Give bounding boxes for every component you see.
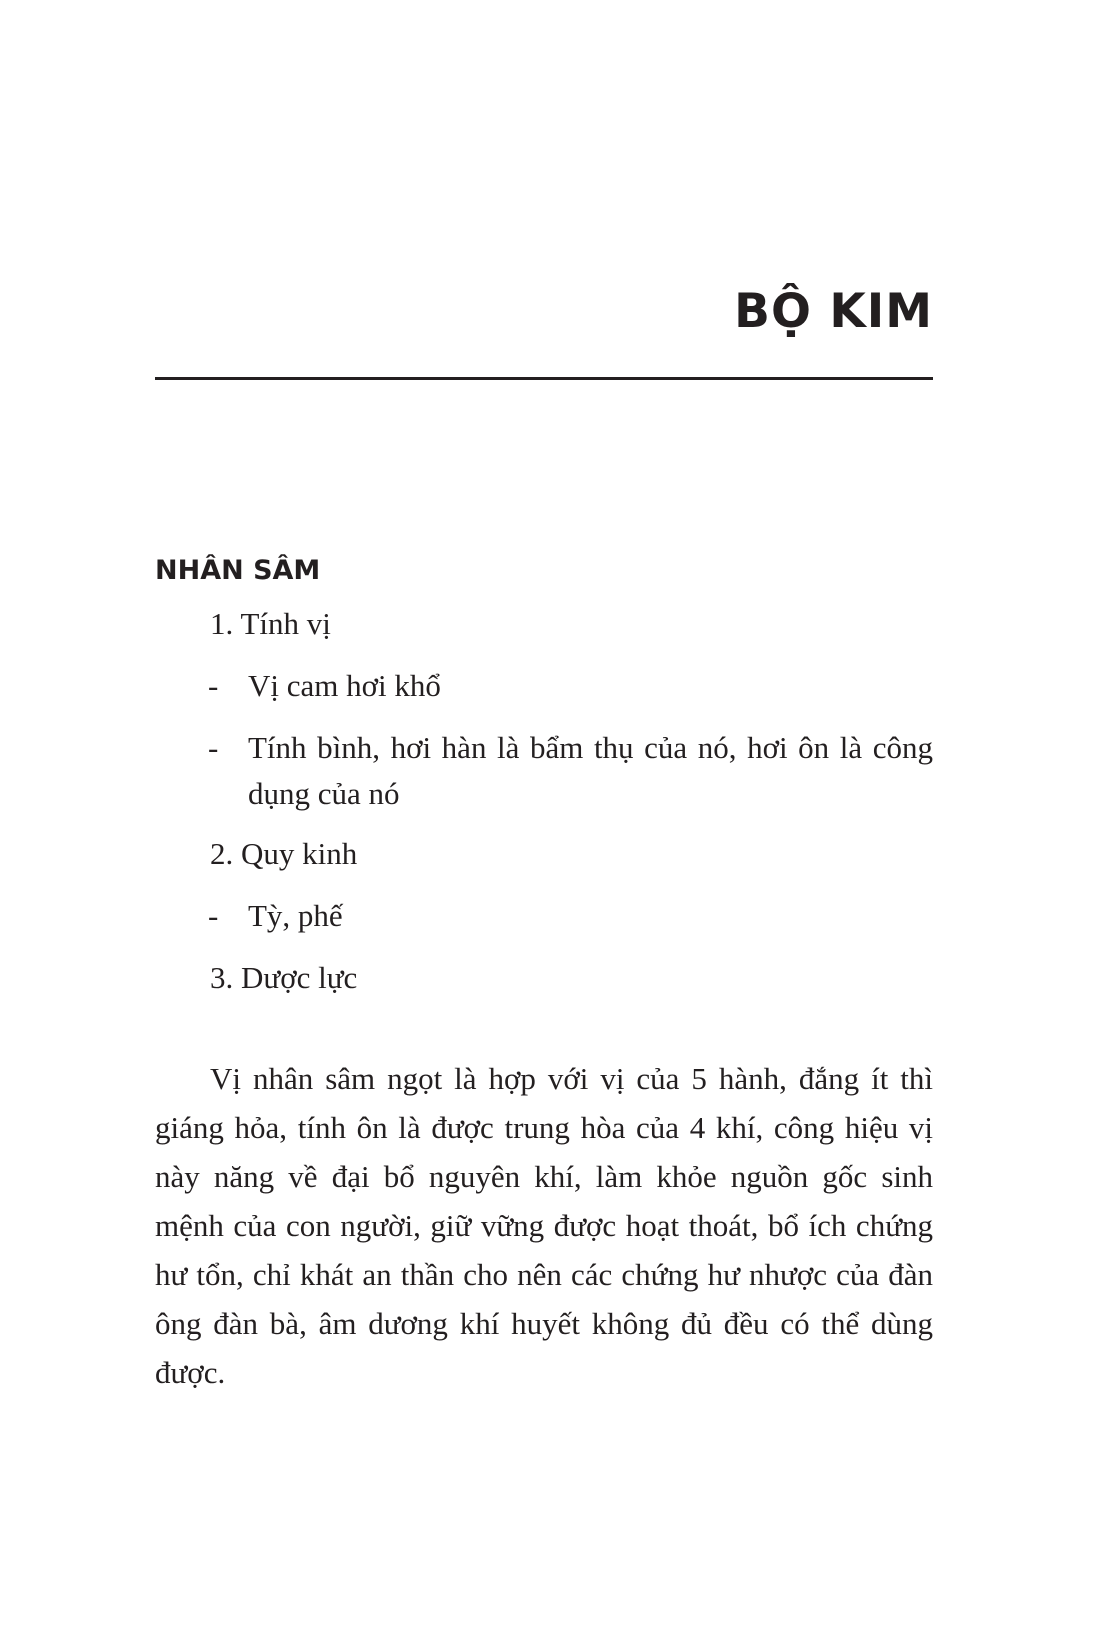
bullet-item [208,725,933,817]
bullet-dash: - [208,730,219,765]
bullet-item [208,663,933,709]
section-heading: NHÂN SÂM [155,555,321,586]
bullet-item [208,893,933,939]
bullet-dash: - [208,668,219,703]
bullet-dash: - [208,898,219,933]
body-paragraph: Vị nhân sâm ngọt là hợp với vị của 5 hành, đắng ít thì giáng hỏa, tính ôn là được trung hòa của 4 khí, công hiệu vị này năng về đại bổ nguyên khí, làm khỏe nguồn gốc sinh mệnh của con người, giữ vững được hoạt thoát, bổ ích chứng hư tổn, chỉ khát an thần cho nên các chứng hư nhược của đàn ông đàn bà, âm dương khí huyết không đủ đều có thể dùng được. [155,1061,933,1390]
numbered-heading-duoc-luc: 3. Dược lực [210,960,358,995]
numbered-heading-quy-kinh: 2. Quy kinh [210,836,358,871]
bullet-text: Tỳ, phế [248,898,343,933]
numbered-heading-tinh-vi: 1. Tính vị [210,606,331,641]
bullet-text: Tính bình, hơi hàn là bẩm thụ của nó, hơi ôn là công dụng của nó [248,730,933,811]
title-divider [155,377,933,380]
bullet-text: Vị cam hơi khổ [248,668,441,703]
chapter-title: BỘ KIM [734,284,933,339]
